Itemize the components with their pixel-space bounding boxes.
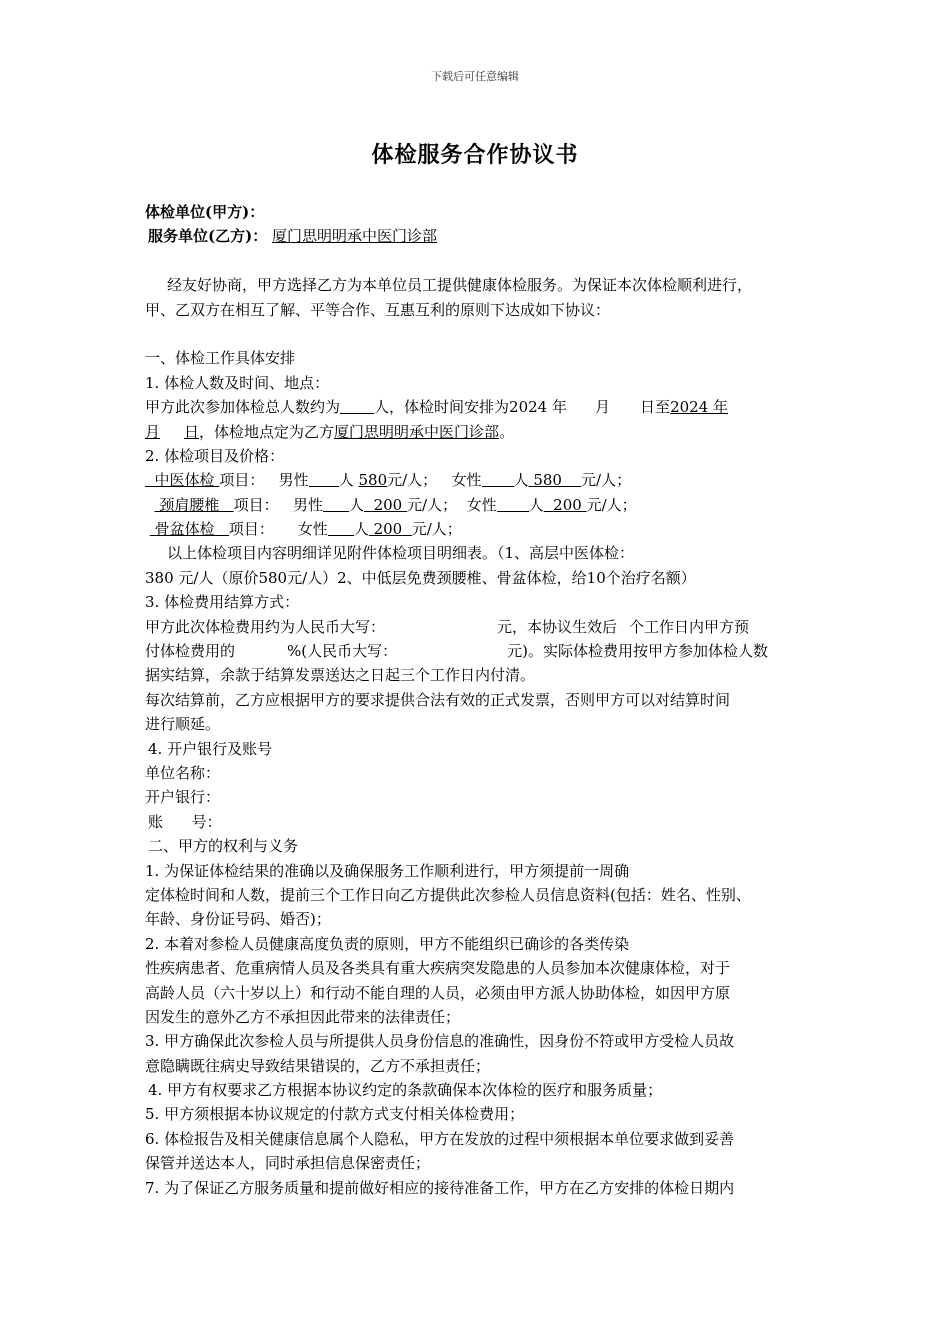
note-line-1: 以上体检项目内容明细详见附件体检项目明细表。（1、高层中医体检：	[167, 544, 635, 563]
clause-2-line-1: 2. 本着对参检人员健康高度负责的原则，甲方不能组织已确诊的各类传染	[145, 934, 630, 953]
clause-1-line-3: 年龄、身份证号码、婚否)；	[145, 910, 331, 929]
clause-1-line-2: 定体检时间和人数，提前三个工作日向乙方提供此次参检人员信息资料(包括：姓名、性别、	[145, 885, 751, 904]
clause-3-line-1: 3. 甲方确保此次参检人员与所提供人员身份信息的准确性，因身份不符或甲方受检人员故	[145, 1032, 735, 1051]
account-bank-field: 开户银行：	[145, 788, 221, 807]
location-line: 月 日，体检地点定为乙方厦门思明明承中医门诊部。	[145, 422, 515, 441]
headcount-blank	[340, 397, 374, 414]
party-b-name: 厦门思明明承中医门诊部	[271, 227, 437, 246]
item-row-pelvis: 骨盆体检 项目： 女性 人 200 元/人；	[154, 520, 462, 539]
clause-1-line-1: 1. 为保证体检结果的准确以及确保服务工作顺利进行，甲方须提前一周确	[145, 861, 630, 880]
clause-4: 4. 甲方有权要求乙方根据本协议约定的条款确保本次体检的医疗和服务质量；	[148, 1081, 663, 1100]
payment-line-2: 付体检费用的 %(人民币大写： 元)。实际体检费用按甲方参加体检人数	[145, 642, 768, 661]
item-4-heading: 4. 开户银行及账号	[148, 739, 273, 758]
account-number-field: 账 号：	[148, 812, 222, 831]
clause-6-line-1: 6. 体检报告及相关健康信息属个人隐私，甲方在发放的过程中须根据本单位要求做到妥善	[145, 1129, 735, 1148]
payment-line-3: 据实结算，余款于结算发票送达之日起三个工作日内付清。	[145, 666, 536, 685]
clause-2-line-3: 高龄人员（六十岁以上）和行动不能自理的人员，必须由甲方派人协助体检，如因甲方原	[145, 983, 731, 1002]
item-2-heading: 2. 体检项目及价格：	[145, 446, 285, 465]
intro-line-1: 经友好协商，甲方选择乙方为本单位员工提供健康体检服务。为保证本次体检顺利进行，	[167, 276, 753, 295]
payment-line-1: 甲方此次体检费用约为人民币大写： 元，本协议生效后 个工作日内甲方预	[145, 617, 750, 636]
document-body	[145, 200, 817, 1200]
clause-2-line-4: 因发生的意外乙方不承担因此带来的法律责任；	[145, 1007, 461, 1026]
headcount-line: 甲方此次参加体检总人数约为 人，体检时间安排为2024 年 月 日至2024 年	[145, 398, 729, 417]
party-b-line: 服务单位(乙方)： 厦门思明明承中医门诊部	[148, 227, 437, 246]
clause-2-line-2: 性疾病患者、危重病情人员及各类具有重大疾病突发隐患的人员参加本次健康体检，对于	[145, 959, 731, 978]
exam-location: 厦门思明明承中医门诊部	[334, 422, 500, 441]
clause-5: 5. 甲方须根据本协议规定的付款方式支付相关体检费用；	[145, 1105, 525, 1124]
account-name-field: 单位名称：	[145, 763, 221, 782]
intro-line-2: 甲、乙双方在相互了解、平等合作、互惠互利的原则下达成如下协议：	[145, 300, 611, 319]
clause-6-line-2: 保管并送达本人，同时承担信息保密责任；	[145, 1154, 431, 1173]
payment-line-5: 进行顺延。	[145, 715, 221, 734]
item-row-tcm: 中医体检 项目： 男性 人 580元/人； 女性 人 580 元/人；	[154, 471, 632, 490]
note-line-2: 380 元/人（原价580元/人）2、中低层免费颈腰椎、骨盆体检，给10个治疗名额）	[145, 568, 696, 587]
payment-line-4: 每次结算前，乙方应根据甲方的要求提供合法有效的正式发票，否则甲方可以对结算时间	[145, 690, 731, 709]
party-a-line: 体检单位(甲方)：	[145, 203, 265, 221]
clause-3-line-2: 意隐瞒既往病史导致结果错误的，乙方不承担责任；	[145, 1056, 491, 1075]
item-1-heading: 1. 体检人数及时间、地点：	[145, 373, 330, 392]
clause-7-line-1: 7. 为了保证乙方服务质量和提前做好相应的接待准备工作，甲方在乙方安排的体检日期内	[145, 1178, 735, 1197]
section-1-heading: 一、体检工作具体安排	[145, 349, 296, 368]
item-row-spine: 颈肩腰椎 项目： 男性 人 200 元/人； 女性 人 200 元/人；	[159, 495, 637, 514]
download-note: 下载后可任意编辑	[431, 70, 519, 83]
document-title: 体检服务合作协议书	[371, 142, 579, 168]
item-3-heading: 3. 体检费用结算方式：	[145, 593, 300, 612]
section-2-heading: 二、甲方的权利与义务	[148, 837, 299, 856]
